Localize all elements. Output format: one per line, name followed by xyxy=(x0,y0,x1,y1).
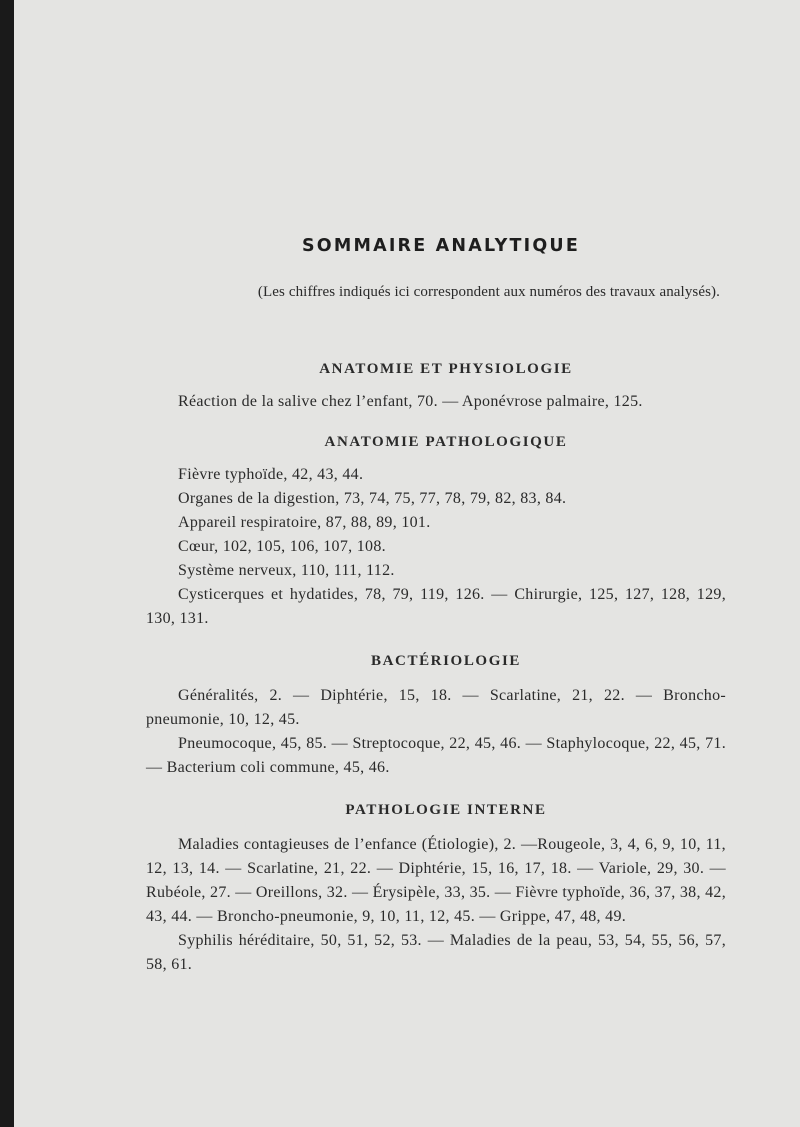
section-paragraph: Maladies contagieuses de l’enfance (Étiologie), 2. —Rougeole, 3, 4, 6, 9, 10, 11, 12, 13, 14. — Scarlatine, 21, 22. — Diphtérie, 15, 16, 17, 18. — Variole, 29, 30. — Rubéole, 27. — Oreillons, 32. — Érysipèle, 33, 35. — Fièvre typhoïde, 36, 37, 38, 42, 43, 44. — Broncho-pneumonie, 9, 10, 11, 12, 45. — Grippe, 47, 48, 49. xyxy=(146,836,726,925)
section-paragraph: Cysticerques et hydatides, 78, 79, 119, 126. — Chirurgie, 125, 127, 128, 129, 130, 131. xyxy=(146,586,726,627)
section-heading: BACTÉRIOLOGIE xyxy=(371,653,521,669)
section-paragraph: Pneumocoque, 45, 85. — Streptocoque, 22, 45, 46. — Staphylocoque, 22, 45, 71. — Bacterium coli commune, 45, 46. xyxy=(146,735,726,776)
section-heading: PATHOLOGIE INTERNE xyxy=(345,802,547,818)
intro-note: (Les chiffres indiqués ici correspondent aux numéros des travaux analysés). xyxy=(257,284,720,300)
section-paragraph: Réaction de la salive chez l’enfant, 70. — Aponévrose palmaire, 125. xyxy=(178,393,643,410)
section-pathologie-interne xyxy=(146,802,726,977)
section-paragraph: Appareil respiratoire, 87, 88, 89, 101. xyxy=(178,514,431,531)
section-heading: ANATOMIE PATHOLOGIQUE xyxy=(324,434,568,450)
section-anatomie-physiologie xyxy=(146,361,726,414)
document-body xyxy=(146,236,726,999)
section-paragraph: Organes de la digestion, 73, 74, 75, 77, 78, 79, 82, 83, 84. xyxy=(178,490,567,507)
page-title: SOMMAIRE ANALYTIQUE xyxy=(301,236,580,256)
section-paragraph: Système nerveux, 110, 111, 112. xyxy=(178,562,395,579)
section-paragraph: Cœur, 102, 105, 106, 107, 108. xyxy=(178,538,386,555)
section-paragraph: Syphilis héréditaire, 50, 51, 52, 53. — Maladies de la peau, 53, 54, 55, 56, 57, 58, 61. xyxy=(146,932,726,973)
section-paragraph: Fièvre typhoïde, 42, 43, 44. xyxy=(178,466,364,483)
section-heading: ANATOMIE ET PHYSIOLOGIE xyxy=(319,361,573,377)
section-paragraph: Généralités, 2. — Diphtérie, 15, 18. — Scarlatine, 21, 22. — Broncho-pneumonie, 10, 12, 45. xyxy=(146,687,726,728)
section-bacteriologie xyxy=(146,653,726,780)
page xyxy=(14,0,800,1127)
section-anatomie-pathologique xyxy=(146,434,726,631)
